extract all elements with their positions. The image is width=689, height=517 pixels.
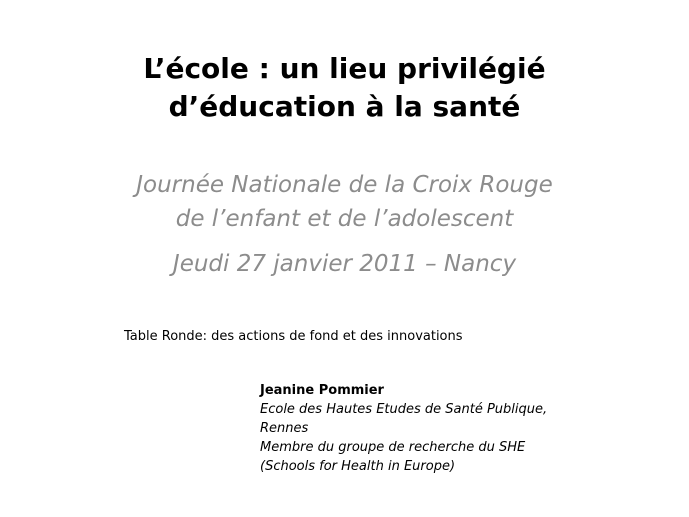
event-name-line-2: de l’enfant et de l’adolescent <box>175 206 514 232</box>
author-block <box>260 381 547 476</box>
session-label: Table Ronde: des actions de fond et des innovations <box>124 329 463 344</box>
event-name-line-1: Journée Nationale de la Croix Rouge <box>136 172 553 198</box>
event-date-place: Jeudi 27 janvier 2011 – Nancy <box>172 251 517 277</box>
slide-title <box>40 50 649 126</box>
author-affiliation-line: (Schools for Health in Europe) <box>260 459 456 474</box>
author-affiliation-line: Ecole des Hautes Etudes de Santé Publique, <box>260 402 548 417</box>
author-name: Jeanine Pommier <box>260 383 384 398</box>
slide-subtitle <box>20 168 669 281</box>
author-affiliation-line: Rennes <box>260 421 309 436</box>
slide-title-line-2: d’éducation à la santé <box>168 90 521 123</box>
author-affiliation-line: Membre du groupe de recherche du SHE <box>260 440 526 455</box>
slide-title-line-1: L’école : un lieu privilégié <box>143 52 546 85</box>
